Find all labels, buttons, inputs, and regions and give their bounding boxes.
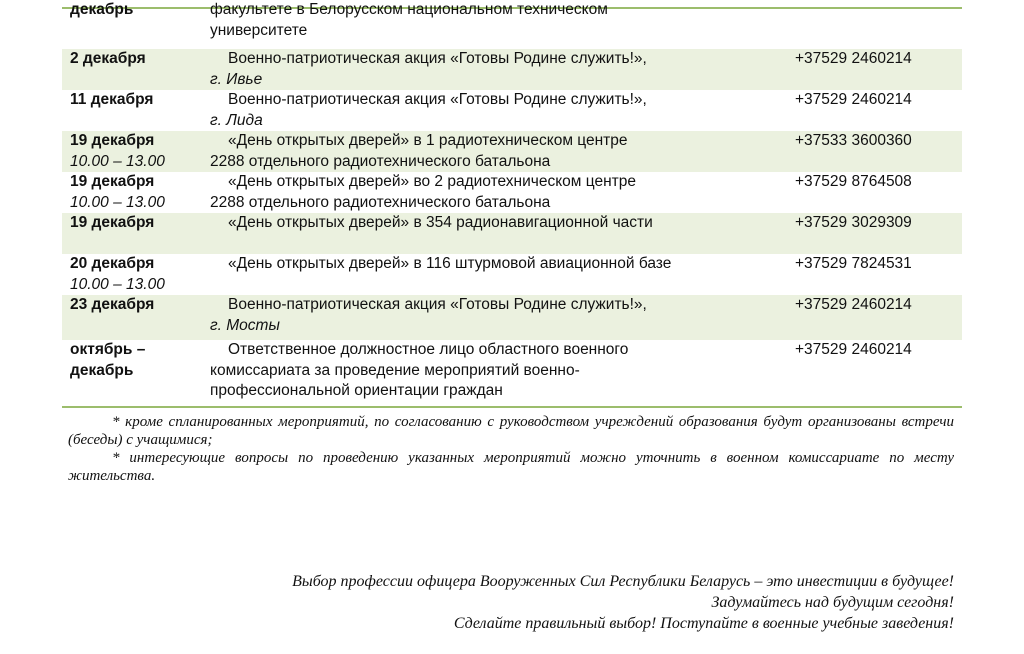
date-cell: [62, 295, 210, 340]
event-time: 10.00 – 13.00: [70, 152, 165, 170]
table-row: [62, 254, 962, 295]
table-row: [62, 90, 962, 131]
event-time: 10.00 – 13.00: [70, 193, 165, 211]
contact-phone: +37533 3600360: [795, 132, 912, 149]
date-cell: [62, 340, 210, 407]
event-text: факультете в Белорусском национальном техническом: [210, 1, 608, 18]
phone-cell: [795, 90, 962, 131]
event-cell: [210, 254, 795, 295]
event-text: Военно-патриотическая акция «Готовы Родине служить!»,: [228, 296, 647, 313]
event-cell: [210, 131, 795, 172]
table-row: [62, 295, 962, 340]
contact-phone: +37529 2460214: [795, 50, 912, 67]
footnote-planned-meetings: * кроме спланированных мероприятий, по согласованию с руководством учреждений образования будут организованы встречи (беседы) с учащимися;: [68, 414, 954, 448]
phone-cell: [795, 340, 962, 407]
event-date: декабрь: [70, 1, 134, 18]
phone-cell: [795, 254, 962, 295]
event-text: «День открытых дверей» в 116 штурмовой авиационной базе: [228, 255, 672, 272]
contact-phone: +37529 2460214: [795, 341, 912, 358]
date-cell: [62, 254, 210, 295]
table-row: [62, 49, 962, 90]
event-date: 20 декабря: [70, 255, 155, 272]
event-date: 2 декабря: [70, 50, 146, 67]
footnote-questions: * интересующие вопросы по проведению указанных мероприятий можно уточнить в военном комиссариате по месту жительства.: [68, 450, 954, 484]
slogan-line: Сделайте правильный выбор! Поступайте в военные учебные заведения!: [453, 615, 954, 632]
events-table: [62, 0, 962, 408]
event-date: 11 декабря: [70, 91, 154, 108]
contact-phone: +37529 8764508: [795, 173, 912, 190]
event-cell: [210, 340, 795, 407]
event-date: 23 декабря: [70, 296, 155, 313]
contact-phone: +37529 2460214: [795, 296, 912, 313]
event-time: 10.00 – 13.00: [70, 275, 165, 293]
event-cell: [210, 49, 795, 90]
phone-cell: [795, 0, 962, 49]
slogan-line: Задумайтесь над будущим сегодня!: [711, 594, 954, 611]
date-cell: [62, 131, 210, 172]
contact-phone: +37529 7824531: [795, 255, 912, 272]
date-cell: [62, 49, 210, 90]
date-cell: [62, 172, 210, 213]
phone-cell: [795, 49, 962, 90]
event-city: г. Лида: [210, 111, 263, 129]
event-text-continued: 2288 отдельного радиотехнического батальона: [210, 193, 551, 211]
table-row: [62, 131, 962, 172]
event-date: 19 декабря: [70, 132, 155, 149]
event-text-continued: 2288 отдельного радиотехнического батальона: [210, 152, 551, 170]
event-date: 19 декабря: [70, 214, 155, 231]
contact-phone: +37529 2460214: [795, 91, 912, 108]
event-text: Ответственное должностное лицо областного военного: [228, 341, 629, 358]
table-row: [62, 0, 962, 49]
footnotes: [68, 413, 954, 485]
contact-phone: +37529 3029309: [795, 214, 912, 231]
phone-cell: [795, 213, 962, 254]
event-cell: [210, 90, 795, 131]
event-text: «День открытых дверей» в 1 радиотехническом центре: [228, 132, 628, 149]
phone-cell: [795, 131, 962, 172]
event-text-continued: университете: [210, 21, 308, 39]
table-row: [62, 213, 962, 254]
event-cell: [210, 213, 795, 254]
phone-cell: [795, 172, 962, 213]
event-date: октябрь –: [70, 341, 146, 358]
event-date-continued: декабрь: [70, 361, 134, 379]
event-cell: [210, 295, 795, 340]
date-cell: [62, 90, 210, 131]
event-date: 19 декабря: [70, 173, 155, 190]
date-cell: [62, 0, 210, 49]
event-text-continued: профессиональной ориентации граждан: [210, 382, 503, 399]
event-text: «День открытых дверей» во 2 радиотехническом центре: [228, 173, 636, 190]
event-city: г. Мосты: [210, 316, 280, 334]
event-text: «День открытых дверей» в 354 радионавигационной части: [228, 214, 653, 231]
event-text: Военно-патриотическая акция «Готовы Родине служить!»,: [228, 50, 647, 67]
slogans: [292, 571, 954, 634]
event-text: Военно-патриотическая акция «Готовы Родине служить!»,: [228, 91, 647, 108]
table-row: [62, 172, 962, 213]
date-cell: [62, 213, 210, 254]
phone-cell: [795, 295, 962, 340]
slogan-line: Выбор профессии офицера Вооруженных Сил Республики Беларусь – это инвестиции в будущее!: [292, 573, 954, 590]
event-cell: [210, 172, 795, 213]
event-text-continued: комиссариата за проведение мероприятий военно-: [210, 361, 580, 379]
event-city: г. Ивье: [210, 70, 263, 88]
table-row: [62, 340, 962, 407]
event-cell: [210, 0, 795, 49]
